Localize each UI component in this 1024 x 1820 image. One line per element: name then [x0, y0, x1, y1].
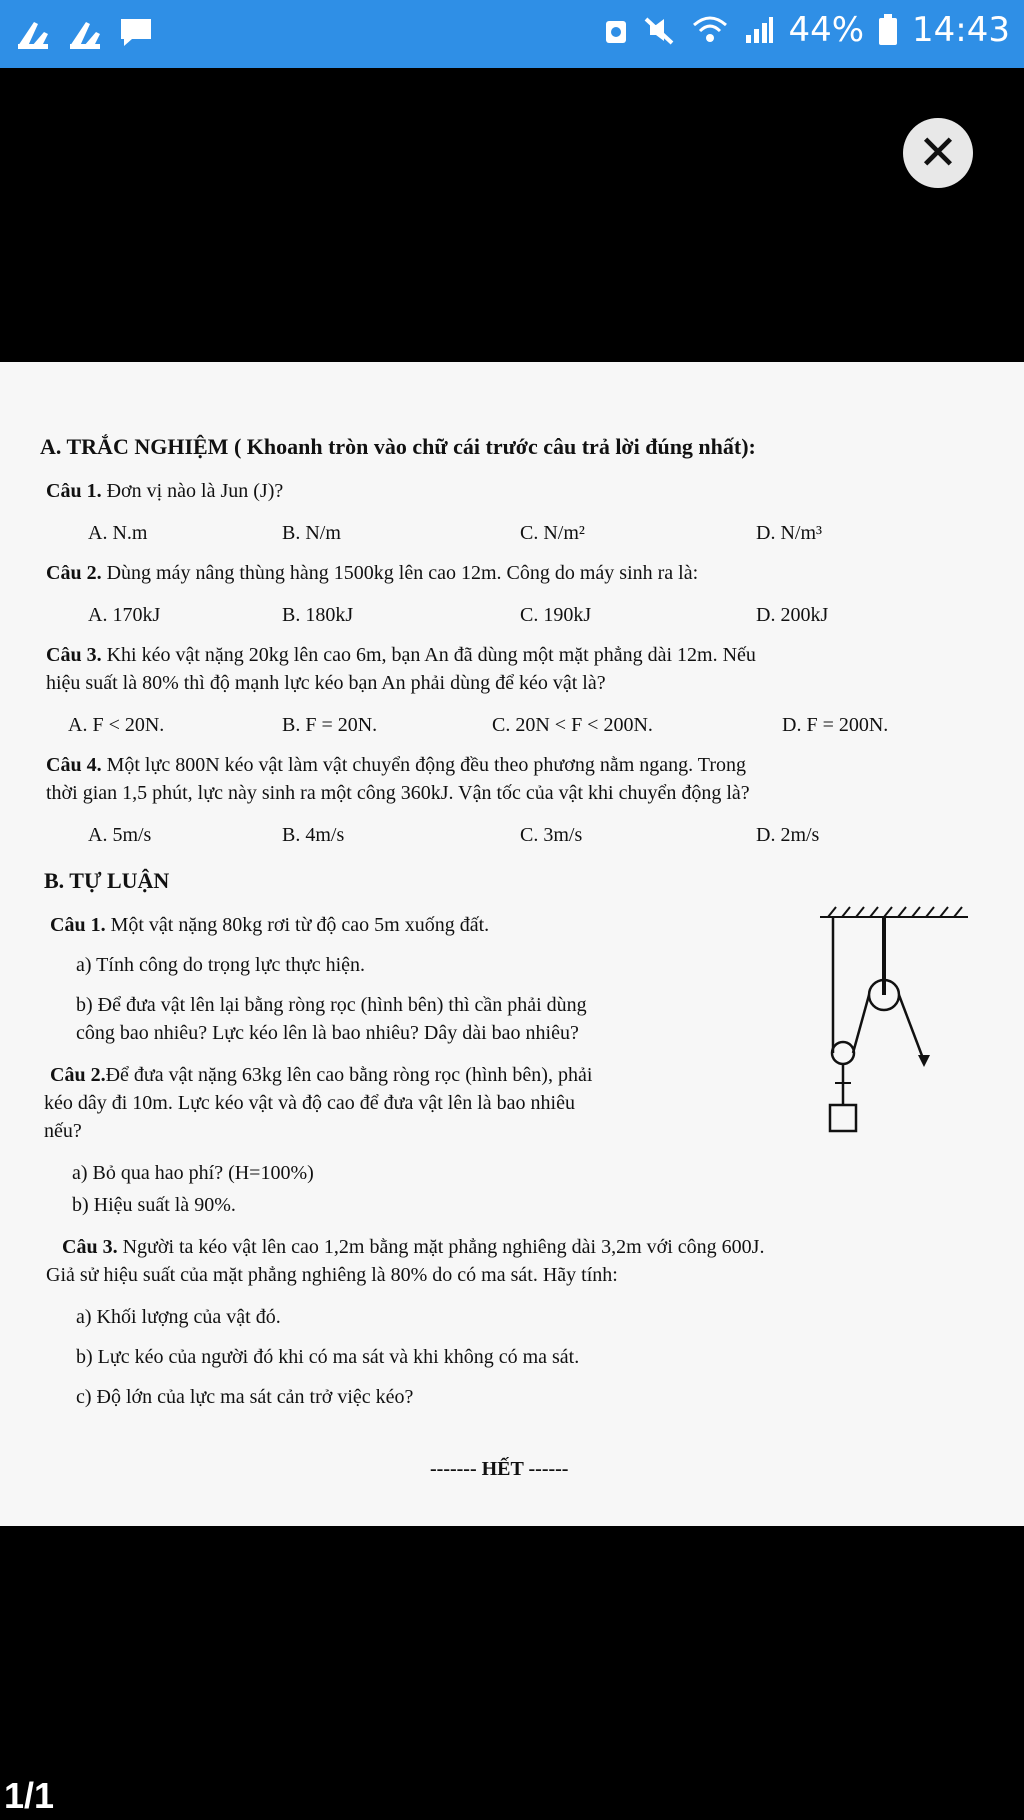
- broom-icon: [66, 14, 104, 50]
- e3-label: Câu 3.: [62, 1236, 118, 1258]
- e3-line1: Người ta kéo vật lên cao 1,2m bằng mặt phẳng nghiêng dài 3,2m với công 600J.: [117, 1236, 765, 1258]
- alarm-icon: [604, 15, 628, 45]
- wifi-icon: [690, 15, 730, 45]
- q1-option-d: D. N/m³: [756, 522, 822, 544]
- e1-part-b-line2: công bao nhiêu? Lực kéo lên là bao nhiêu? Dây dài bao nhiêu?: [76, 1022, 579, 1044]
- q4-line1: Một lực 800N kéo vật làm vật chuyển động đều theo phương nằm ngang. Trong: [101, 754, 746, 776]
- q4-option-b: B. 4m/s: [282, 824, 345, 846]
- e2-part-b: b) Hiệu suất là 90%.: [72, 1194, 236, 1216]
- end-marker: ------- HẾT ------: [430, 1458, 569, 1480]
- load-box: [830, 1105, 856, 1131]
- section-b-heading: B. TỰ LUẬN: [44, 868, 170, 893]
- section-a-heading: A. TRẮC NGHIỆM ( Khoanh tròn vào chữ cái trước câu trả lời đúng nhất):: [40, 434, 756, 459]
- rope-middle: [853, 995, 869, 1053]
- q4-option-c: C. 3m/s: [520, 824, 583, 846]
- q1-option-a: A. N.m: [88, 522, 148, 544]
- close-button[interactable]: [903, 118, 973, 188]
- system-icons: [604, 10, 1010, 50]
- e1-part-a: a) Tính công do trọng lực thực hiện.: [76, 954, 366, 976]
- e2-line2: kéo dây đi 10m. Lực kéo vật và độ cao để đưa vật lên là bao nhiêu: [44, 1092, 575, 1114]
- e2-part-a: a) Bỏ qua hao phí? (H=100%): [72, 1162, 314, 1184]
- e1-text: Một vật nặng 80kg rơi từ độ cao 5m xuống đất.: [105, 914, 490, 936]
- e3-part-c: c) Độ lớn của lực ma sát cản trở việc kéo?: [76, 1386, 414, 1408]
- movable-pulley: [832, 1042, 854, 1064]
- q1-text: Đơn vị nào là Jun (J)?: [101, 480, 284, 502]
- arrow-icon: [918, 1055, 930, 1067]
- q3-option-b: B. F = 20N.: [282, 714, 378, 736]
- e1-label: Câu 1.: [50, 914, 106, 936]
- q3-option-d: D. F = 200N.: [782, 714, 889, 736]
- mute-icon: [642, 15, 676, 45]
- e1-part-b-line1: b) Để đưa vật lên lại bằng ròng rọc (hình bên) thì cần phải dùng: [76, 994, 587, 1016]
- message-icon: [118, 14, 154, 50]
- essay-2: [50, 1064, 592, 1087]
- q2-option-d: D. 200kJ: [756, 604, 829, 626]
- q1-label: Câu 1.: [46, 480, 102, 502]
- rope-pull: [899, 995, 924, 1061]
- e3-part-a: a) Khối lượng của vật đó.: [76, 1306, 281, 1328]
- broom-icon: [14, 14, 52, 50]
- q3-line1: Khi kéo vật nặng 20kg lên cao 6m, bạn An đã dùng một mặt phẳng dài 12m. Nếu: [101, 644, 756, 666]
- q3-option-c: C. 20N < F < 200N.: [492, 714, 653, 736]
- status-bar: [0, 0, 1024, 68]
- page-counter: 1/1: [4, 1775, 55, 1816]
- signal-icon: [744, 15, 774, 45]
- essay-1: [50, 914, 489, 937]
- clock: 14:43: [912, 10, 1010, 50]
- e3-part-b: b) Lực kéo của người đó khi có ma sát và khi không có ma sát.: [76, 1346, 580, 1368]
- q1-option-b: B. N/m: [282, 522, 341, 544]
- question-4: [46, 754, 746, 777]
- e3-line2: Giả sử hiệu suất của mặt phẳng nghiêng là 80% do có ma sát. Hãy tính:: [46, 1264, 618, 1286]
- close-icon: ✕: [917, 125, 959, 181]
- q1-option-c: C. N/m²: [520, 522, 585, 544]
- q4-option-a: A. 5m/s: [88, 824, 152, 846]
- q4-label: Câu 4.: [46, 754, 102, 776]
- q2-text: Dùng máy nâng thùng hàng 1500kg lên cao 12m. Công do máy sinh ra là:: [101, 562, 699, 584]
- battery-icon: [878, 14, 898, 46]
- q4-option-d: D. 2m/s: [756, 824, 820, 846]
- question-1: [46, 480, 283, 503]
- q2-option-b: B. 180kJ: [282, 604, 354, 626]
- e2-line1: Để đưa vật nặng 63kg lên cao bằng ròng rọc (hình bên), phải: [105, 1064, 593, 1086]
- essay-3: [62, 1236, 764, 1259]
- battery-percent: 44%: [788, 10, 865, 50]
- q3-option-a: A. F < 20N.: [68, 714, 165, 736]
- q2-label: Câu 2.: [46, 562, 102, 584]
- e2-line3: nếu?: [44, 1120, 82, 1142]
- q3-label: Câu 3.: [46, 644, 102, 666]
- q2-option-c: C. 190kJ: [520, 604, 592, 626]
- pulley-diagram: [820, 905, 980, 1145]
- q2-option-a: A. 170kJ: [88, 604, 161, 626]
- e2-label: Câu 2.: [50, 1064, 106, 1086]
- q3-line2: hiệu suất là 80% thì độ mạnh lực kéo bạn An phải dùng để kéo vật là?: [46, 672, 606, 694]
- question-3: [46, 644, 756, 667]
- question-2: [46, 562, 698, 585]
- notification-icons: [14, 14, 154, 50]
- ceiling-hatch: [828, 907, 962, 917]
- q4-line2: thời gian 1,5 phút, lực này sinh ra một công 360kJ. Vận tốc của vật khi chuyển động là?: [46, 782, 750, 804]
